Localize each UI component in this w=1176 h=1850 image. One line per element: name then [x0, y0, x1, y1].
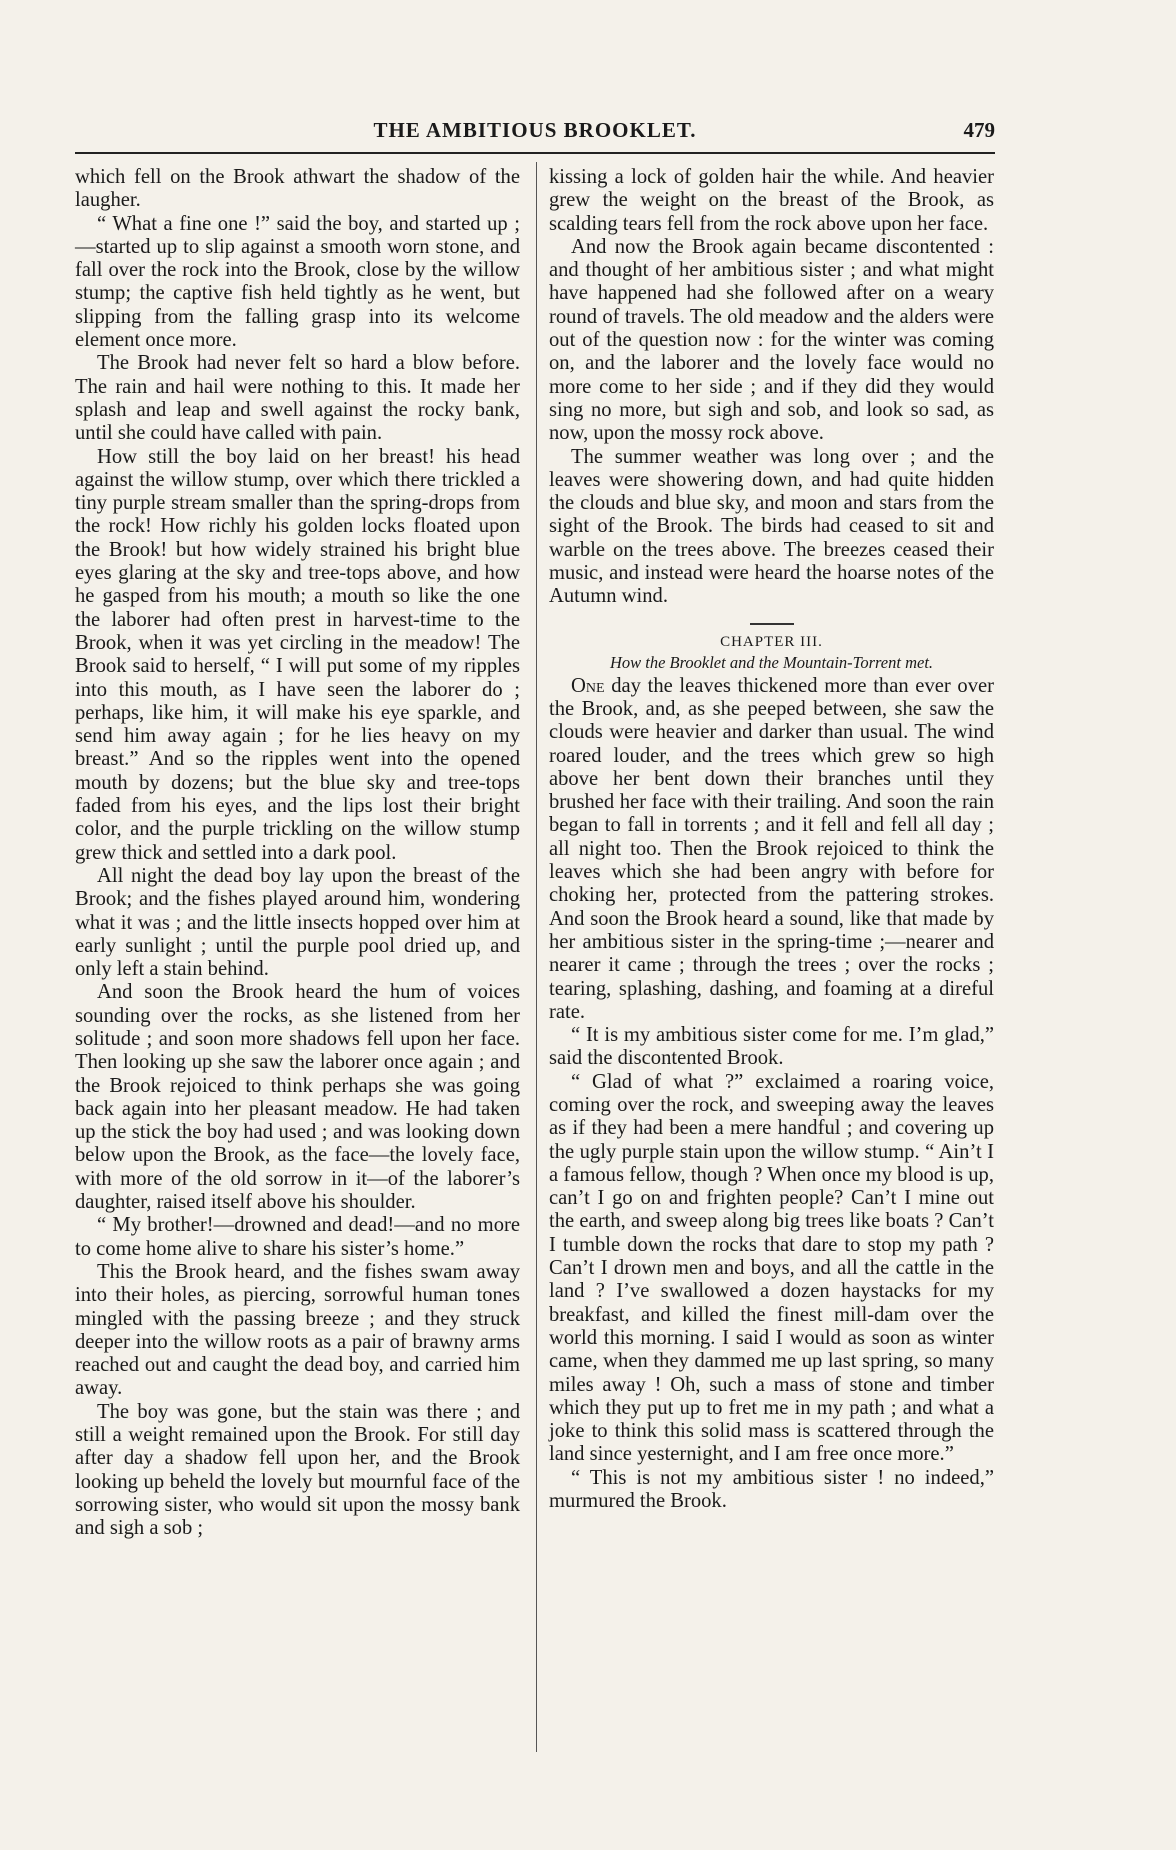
chapter-number: CHAPTER III.: [720, 633, 823, 650]
paragraph: The Brook had never felt so hard a blow before. The rain and hail were nothing to this. It made her splash and leap and swell against the rocky bank, until she could have called with pain.: [75, 352, 520, 445]
chapter-heading: [549, 623, 994, 673]
page-header: [75, 118, 995, 152]
paragraph: which fell on the Brook athwart the shadow of the laugher.: [75, 166, 520, 212]
column-divider: [536, 162, 537, 1752]
chapter-opening-paragraph: [549, 675, 994, 1024]
paragraph: “ My brother!—drowned and dead!—and no more to come home alive to share his sister’s home.”: [75, 1214, 520, 1260]
paragraph: “ Glad of what ?” exclaimed a roaring voice, coming over the rock, and sweeping away the leaves as if they had been a mere handful ; and covering up the ugly purple stain upon the willow stump. “ Ain’t I a famous fellow, though ? When once my blood is up, can’t I go on and frighten people? Can’t I mine out the earth, and sweep along big trees like boats ? Can’t I tumble down the rocks that dare to stop my path ? Can’t I drown men and boys, and all the cattle in the land ? I’ve swallowed a dozen haystacks for my breakfast, and killed the finest mill-dam over the world this morning. I said I would as soon as winter came, when they dammed me up last spring, so many miles away ! Oh, such a mass of stone and timber which they put up to fret me in my path ; and what a joke to think this solid mass is scattered through the land since yesternight, and I am free once more.”: [549, 1070, 994, 1466]
paragraph: kissing a lock of golden hair the while. And heavier grew the weight on the breast of the Brook, as scalding tears fell from the rock above upon her face.: [549, 166, 994, 235]
opening-text: day the leaves thickened more than ever over the Brook, and, as she peeped between, she saw the clouds were heavier and darker than usual. The wind roared louder, and the trees which grew so high above her bent down their branches until they brushed her face with their trailing. And soon the rain began to fall in torrents ; and it fell and fell all day ; all night too. Then the Brook rejoiced to think the leaves which she had been angry with before for choking her, protected from the pattering strokes. And soon the Brook heard a sound, like that made by her ambitious sister in the spring-time ;—nearer and nearer it came ; through the trees ; over the rocks ; tearing, splashing, dashing, and foaming at a direful rate.: [549, 674, 994, 1023]
header-rule: [75, 152, 995, 154]
chapter-subtitle: How the Brooklet and the Mountain-Torrent met.: [609, 652, 934, 672]
paragraph: This the Brook heard, and the fishes swam away into their holes, as piercing, sorrowful human tones mingled with the passing breeze ; and they struck deeper into the willow roots as a pair of brawny arms reached out and caught the dead boy, and carried him away.: [75, 1260, 520, 1400]
paragraph: The summer weather was long over ; and the leaves were showering down, and had quite hidden the clouds and blue sky, and moon and stars from the sight of the Brook. The birds had ceased to sit and warble on the trees above. The breezes ceased their music, and instead were heard the hoarse notes of the Autumn wind.: [549, 445, 994, 608]
paragraph: “ It is my ambitious sister come for me. I’m glad,” said the discontented Brook.: [549, 1024, 994, 1070]
paragraph: And soon the Brook heard the hum of voices sounding over the rocks, as she listened from her solitude ; and soon more shadows fell upon her face. Then looking up she saw the laborer once again ; and the Brook rejoiced to think perhaps she was going back again into her pleasant meadow. He had taken up the stick the boy had used ; and was looking down below upon the Brook, as the face—the lovely face, with more of the old sorrow in it—of the laborer’s daughter, raised itself above his shoulder.: [75, 981, 520, 1214]
running-title: THE AMBITIOUS BROOKLET.: [373, 118, 697, 142]
chapter-rule: [750, 623, 794, 625]
page-number: 479: [963, 118, 995, 142]
right-column: [549, 166, 994, 1513]
left-column: [75, 166, 520, 1541]
paragraph: All night the dead boy lay upon the breast of the Brook; and the fishes played around him, wondering what it was ; and the little insects hopped over him at early sunlight ; until the purple pool dried up, and only left a stain behind.: [75, 864, 520, 981]
paragraph: “ What a fine one !” said the boy, and started up ;—started up to slip against a smooth worn stone, and fall over the rock into the Brook, close by the willow stump; the captive fish held tightly as he went, but slipping from the falling grasp into its welcome element once more.: [75, 212, 520, 352]
opening-word: One: [571, 674, 605, 697]
paragraph: The boy was gone, but the stain was there ; and still a weight remained upon the Brook. For still day after day a shadow fell upon her, and the Brook looking up beheld the lovely but mournful face of the sorrowing sister, who would sit upon the mossy bank and sigh a sob ;: [75, 1400, 520, 1540]
paragraph: How still the boy laid on her breast! his head against the willow stump, over which there trickled a tiny purple stream smaller than the spring-drops from the rock! How richly his golden locks floated upon the Brook! but how widely strained his bright blue eyes glaring at the sky and tree-tops above, and how he gasped from his mouth; a mouth so like the one the laborer had often prest in harvest-time to the Brook, when it was yet circling in the meadow! The Brook said to herself, “ I will put some of my ripples into this mouth, as I have seen the laborer do ; perhaps, like him, it will make his eye sparkle, and send him away again ; for he lies heavy on my breast.” And so the ripples went into the opened mouth by dozens; but the blue sky and tree-tops faded from his eyes, and the lips lost their bright color, and the purple trickling on the willow stump grew thick and settled into a dark pool.: [75, 445, 520, 864]
paragraph: “ This is not my ambitious sister ! no indeed,” murmured the Brook.: [549, 1466, 994, 1513]
paragraph: And now the Brook again became discontented : and thought of her ambitious sister ; and what might have happened had she followed after on a weary round of travels. The old meadow and the alders were out of the question now : for the winter was coming on, and the laborer and the lovely face would no more come to her side ; and if they did they would sing no more, but sigh and sob, and look so sad, as now, upon the mossy rock above.: [549, 235, 994, 445]
